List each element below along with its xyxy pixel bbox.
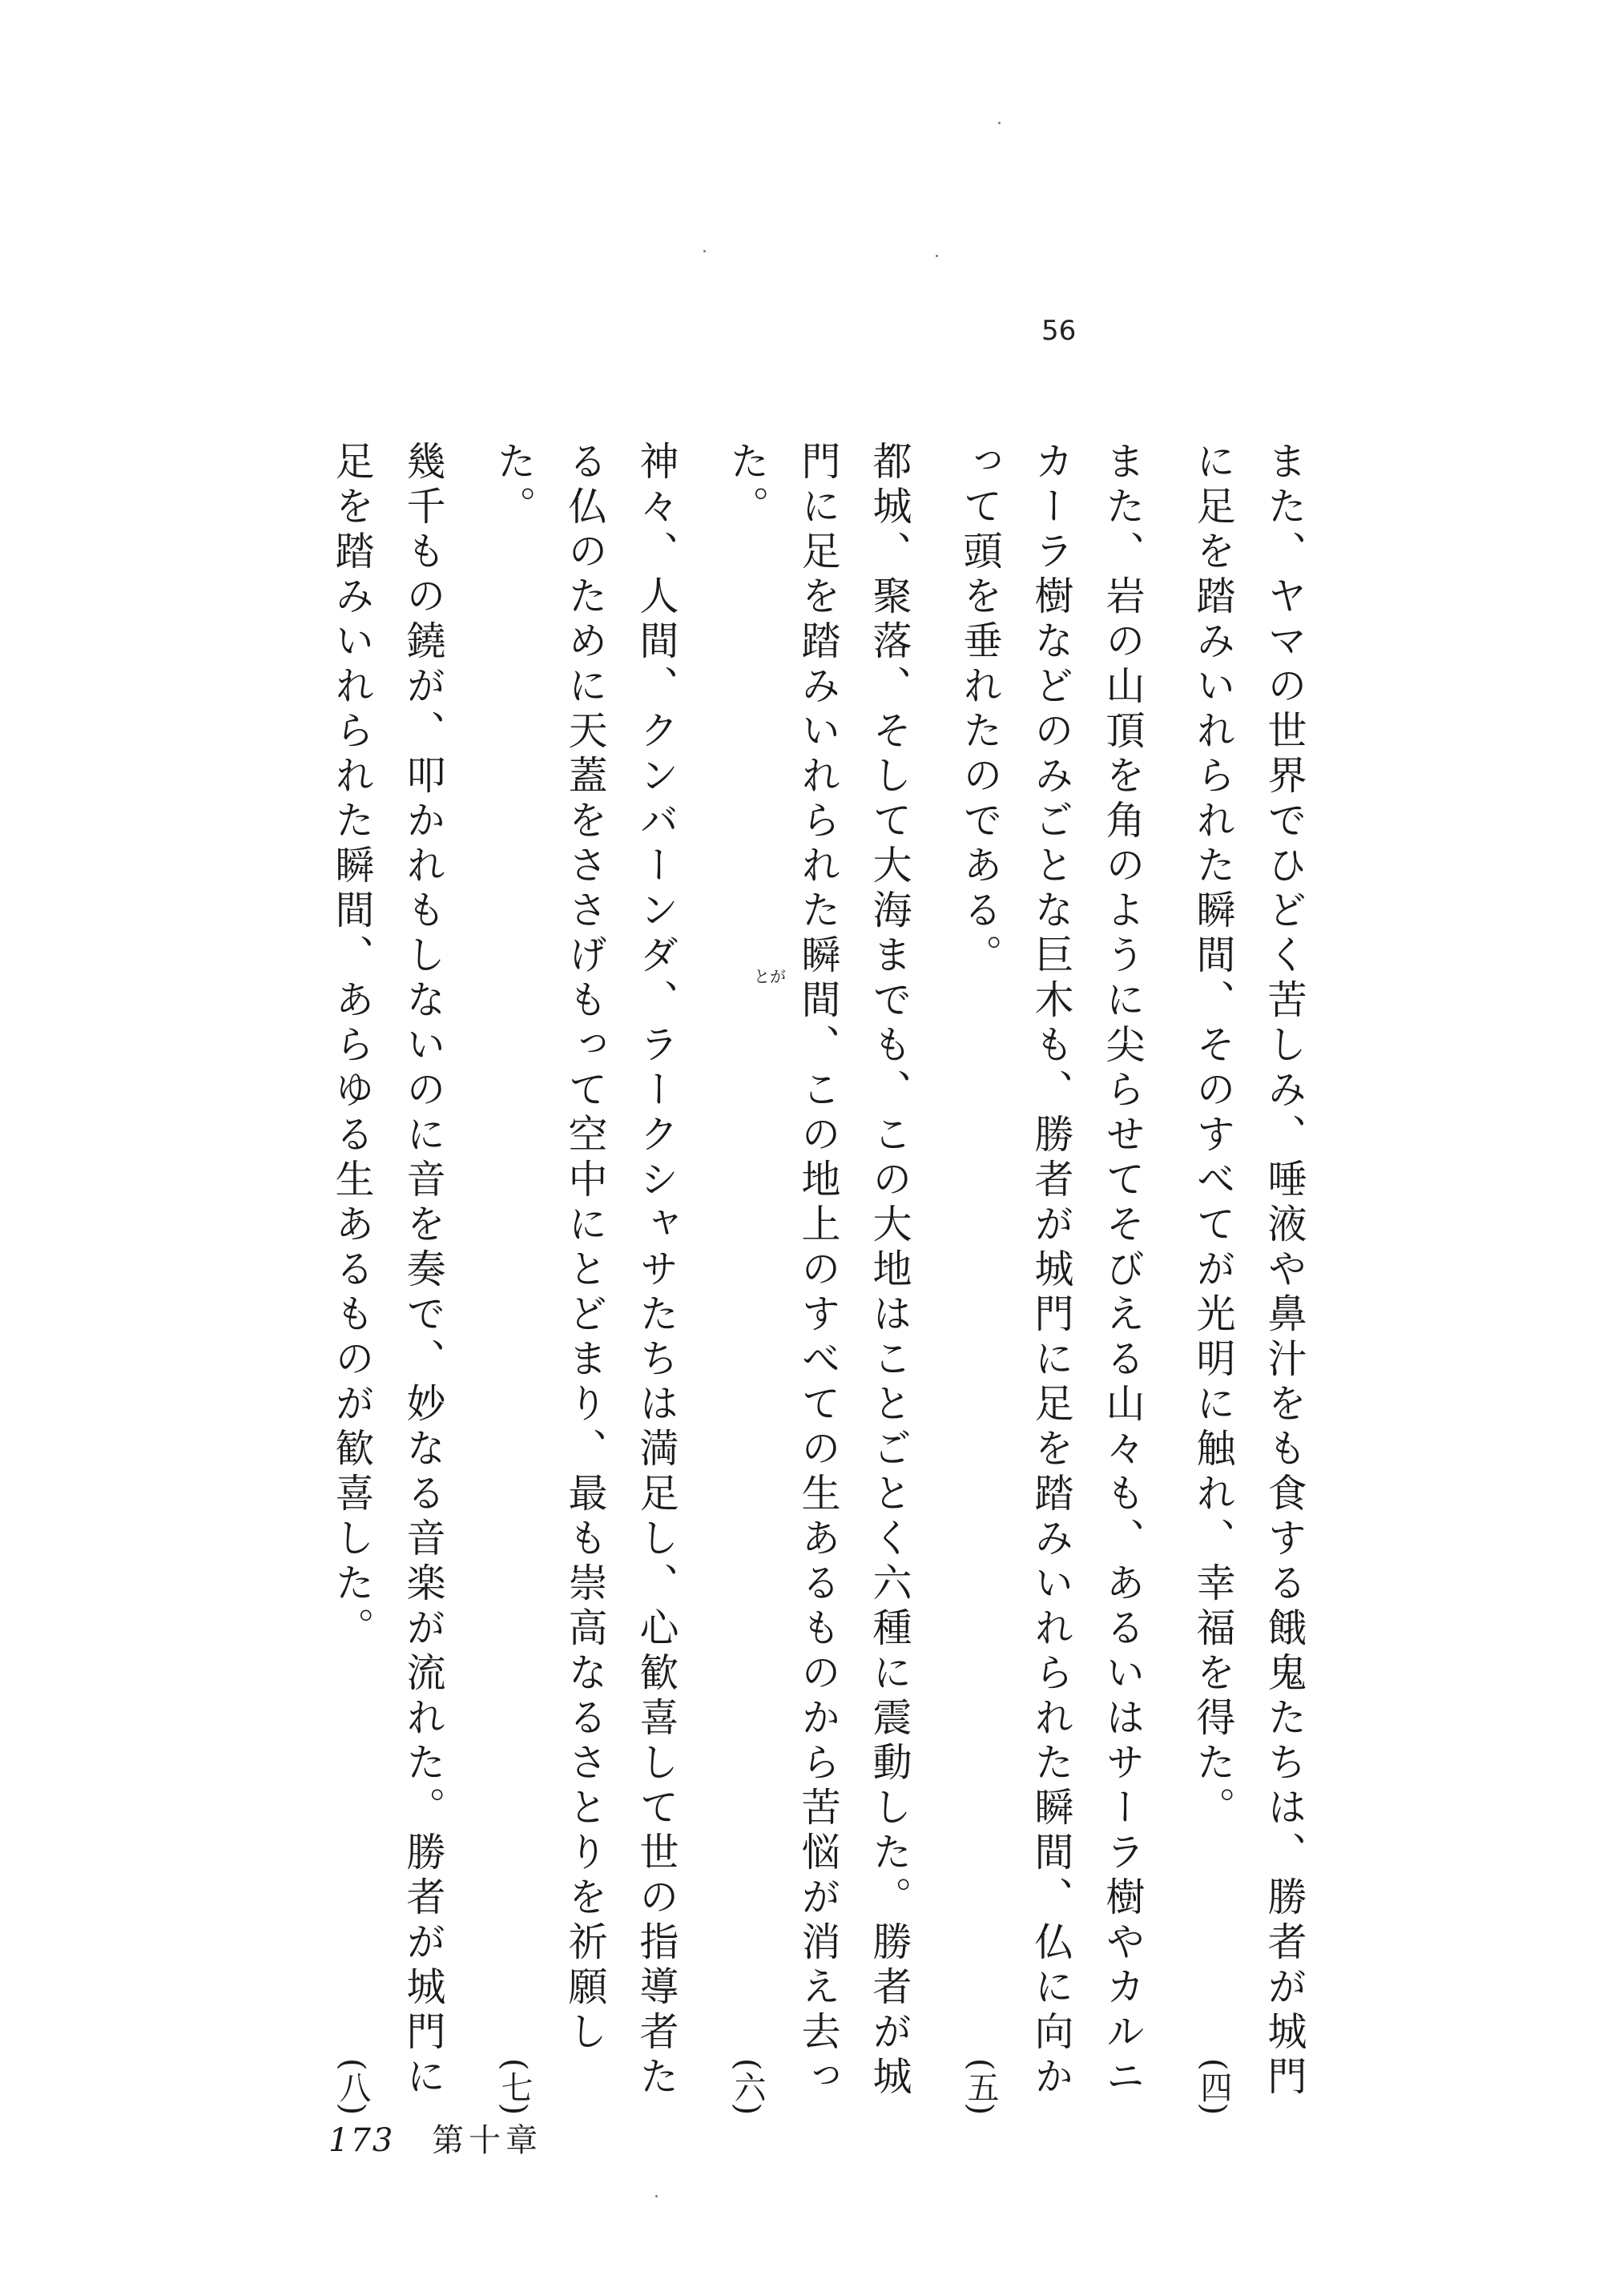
furigana: とが [754, 967, 786, 986]
page-number: 56 [1041, 315, 1077, 347]
chapter-title: 第十章 [432, 2122, 543, 2159]
scan-speck [655, 2195, 658, 2197]
scan-speck [998, 122, 1001, 124]
page-footer [328, 2115, 542, 2161]
verse-number: (五) [962, 2057, 999, 2115]
paragraph-text: 都城、聚落、そして大海までも、この大地はことごとく六種に震動した。勝者が城門に足を踏みいれられた瞬間、この地上のすべての生あるものから苦悩が消え去った。 [724, 441, 912, 2101]
verse-number: (四) [1195, 2057, 1232, 2115]
verse-number: (八) [334, 2057, 371, 2115]
paragraph-7 [478, 441, 692, 2123]
verse-number: (六) [729, 2057, 766, 2115]
paragraph-6 [711, 441, 925, 2123]
paragraph-text: 幾千もの鐃が、叩かれもしないのに音を奏で、妙なる音楽が流れた。勝者が城門に足を踏みいれられた瞬間、あらゆる生あるものが歓喜した。 [329, 441, 446, 2101]
verse-number: (七) [496, 2057, 533, 2115]
paragraph-text: また、岩の山頂を角のように尖らせてそびえる山々も、あるいはサーラ樹やカルニカーラ樹などのみごとな巨木も、勝者が城門に足を踏みいれられた瞬間、仏に向かって頭を垂れたのである。 [957, 441, 1146, 2101]
folio-number: 173 [328, 2122, 395, 2159]
body-text [279, 441, 1320, 2123]
paragraph-4 [1178, 441, 1320, 2123]
paragraph-5 [944, 441, 1158, 2123]
scan-speck [703, 250, 706, 252]
paragraph-text: 神々、人間、クンバーンダ、ラークシャサたちは満足し、心歓喜して世の指導者たる仏のために天蓋をささげもって空中にとどまり、最も崇高なるさとりを祈願した。 [491, 441, 679, 2101]
paragraph-8 [316, 441, 459, 2123]
scan-speck [936, 255, 938, 257]
paragraph-text: また、ヤマの世界でひどく苦しみ、唾液や鼻汁をも食する餓鬼たちは、勝者が城門に足を踏みいれられた瞬間、そのすべてが光明に触れ、幸福を得た。 [1190, 441, 1307, 2101]
